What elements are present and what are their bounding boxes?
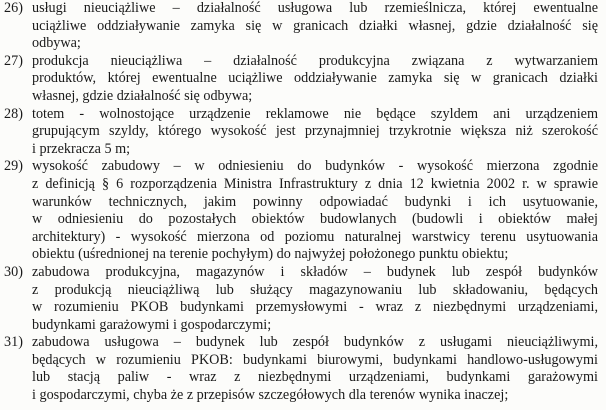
text-line: w rozumieniu PKOB budynkami przemysłowymi - wraz z niezbędnymi urządzeniami, <box>32 299 598 316</box>
item-number: 27) <box>4 52 23 69</box>
text-line: totem - wolnostojące urządzenie reklamowe nie będące szyldem ani urządzeniem <box>32 105 598 122</box>
text-line: lub stacją paliw - wraz z niezbędnymi urządzeniami, budynkami garażowymi <box>32 369 598 386</box>
text-line: warunków technicznych, jakim powinny odpowiadać budynki i ich usytuowanie, <box>32 193 598 210</box>
text-line: budynkami garażowymi i gospodarczymi; <box>32 316 272 333</box>
definition-item <box>4 106 598 159</box>
text-line: i gospodarczymi, chyba że z przepisów szczegółowych dla terenów wynika inaczej; <box>32 387 509 404</box>
item-text <box>32 0 598 53</box>
definition-item <box>4 158 598 264</box>
item-number: 30) <box>4 263 23 280</box>
item-text <box>32 334 598 404</box>
text-line: będących w rozumieniu PKOB: budynkami biurowymi, budynkami handlowo-usługowymi <box>32 351 598 368</box>
definition-item <box>4 334 598 404</box>
item-number: 29) <box>4 158 23 175</box>
definitions-list <box>4 0 598 405</box>
text-line: uciążliwe oddziaływanie zamyka się w granicach działki własnej, gdzie działalność się <box>32 17 598 34</box>
item-number: 28) <box>4 105 23 122</box>
text-line: własnej, gdzie działalność się odbywa; <box>32 87 253 104</box>
text-line: wysokość zabudowy – w odniesieniu do budynków - wysokość mierzona zgodnie <box>32 158 598 175</box>
text-line: z produkcją nieuciążliwą lub służący magazynowaniu lub składowaniu, będących <box>32 281 598 298</box>
text-line: odbywa; <box>32 35 81 52</box>
text-line: zabudowa produkcyjna, magazynów i składów – budynek lub zespół budynków <box>32 263 598 280</box>
text-line: produktów, której ewentualne uciążliwe oddziaływanie zamyka się w granicach działki <box>32 70 598 87</box>
text-line: architektury) - wysokość mierzona od poziomu naturalnej warstwicy terenu usytuowania <box>32 228 598 245</box>
text-line: w odniesieniu do pozostałych obiektów budowlanych (budowli i obiektów małej <box>32 211 598 228</box>
text-line: obiektu (uśrednionej na terenie pochyłym) do najwyżej położonego punktu obiektu; <box>32 246 509 263</box>
item-text <box>32 264 598 334</box>
text-line: grupującym szyldy, którego wysokość jest przynajmniej trzykrotnie większa niż szerokość <box>32 123 598 140</box>
text-line: usługi nieuciążliwe – działalność usługowa lub rzemieślnicza, której ewentualne <box>32 0 598 16</box>
item-number: 26) <box>4 0 23 16</box>
item-text <box>32 106 598 159</box>
text-line: z definicją § 6 rozporządzenia Ministra Infrastruktury z dnia 12 kwietnia 2002 r. w sprawie <box>32 175 598 192</box>
item-number: 31) <box>4 334 23 351</box>
text-line: i przekracza 5 m; <box>32 140 131 157</box>
definition-item <box>4 264 598 334</box>
text-line: produkcja nieuciążliwa – działalność produkcyjna związana z wytwarzaniem <box>32 52 598 69</box>
definition-item <box>4 53 598 106</box>
item-text <box>32 53 598 106</box>
definition-item <box>4 0 598 53</box>
item-text <box>32 158 598 264</box>
text-line: zabudowa usługowa – budynek lub zespół budynków z usługami nieuciążliwymi, <box>32 334 598 351</box>
